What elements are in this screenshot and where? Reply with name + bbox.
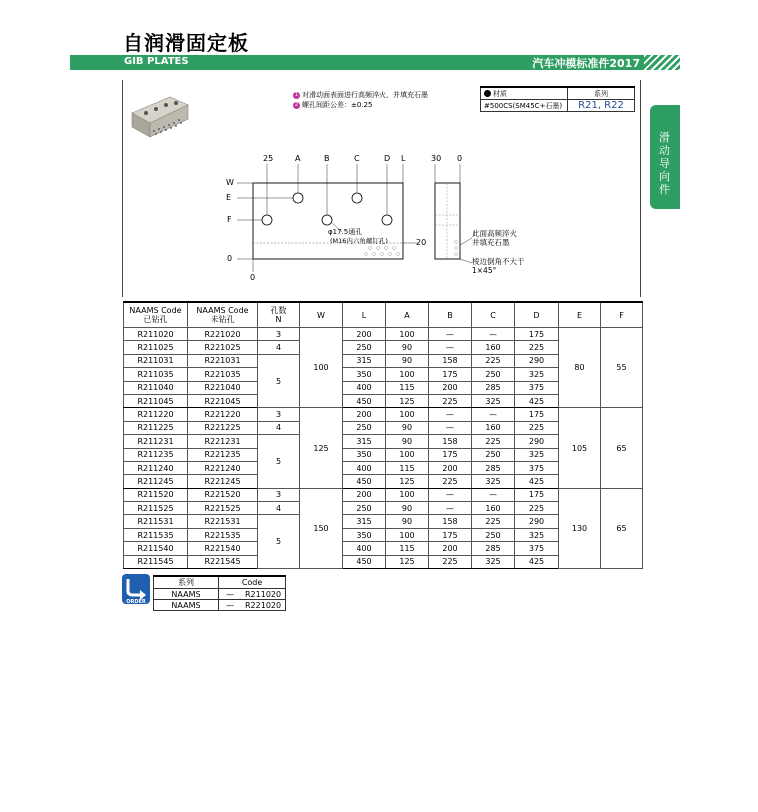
table-cell: 375 xyxy=(515,381,559,394)
table-cell: 160 xyxy=(472,421,515,434)
spec-table xyxy=(123,301,643,569)
table-cell: 3 xyxy=(258,488,300,501)
table-cell: 3 xyxy=(258,408,300,421)
table-cell: 90 xyxy=(386,341,429,354)
table-cell: 225 xyxy=(515,341,559,354)
header-band xyxy=(70,55,680,70)
series-header: 系列 xyxy=(568,87,635,100)
table-cell: 225 xyxy=(429,555,472,568)
table-cell: 315 xyxy=(343,354,386,367)
col-holes: 孔数 N xyxy=(258,302,300,328)
table-cell: 325 xyxy=(472,555,515,568)
col-naams-undrilled: NAAMS Code 未钻孔 xyxy=(188,302,258,328)
table-cell: 160 xyxy=(472,502,515,515)
table-cell: 250 xyxy=(472,368,515,381)
order-icon-label: ORDER xyxy=(126,599,146,604)
table-cell: 105 xyxy=(559,408,601,488)
table-cell: 425 xyxy=(515,555,559,568)
hole-screw-callout: (M16内六角螺钉孔) xyxy=(330,237,388,245)
table-cell: 115 xyxy=(386,381,429,394)
note-marker-icon: 2 xyxy=(294,101,299,108)
table-cell: 200 xyxy=(429,381,472,394)
table-cell: R221045 xyxy=(188,394,258,407)
table-cell: 225 xyxy=(515,502,559,515)
table-cell: R221520 xyxy=(188,488,258,501)
table-cell: R211225 xyxy=(124,421,188,434)
table-cell: 150 xyxy=(300,488,343,568)
table-cell: 450 xyxy=(343,394,386,407)
material-value: #500CS(SM45C+石墨) xyxy=(481,100,568,112)
table-cell: 290 xyxy=(515,435,559,448)
dim-e: E xyxy=(226,193,232,202)
table-cell: — xyxy=(472,328,515,341)
table-row xyxy=(124,408,643,421)
table-cell: R211525 xyxy=(124,502,188,515)
table-cell: 4 xyxy=(258,341,300,354)
side-dim-0: 0 xyxy=(457,154,463,163)
callout-chamfer-size: 1×45° xyxy=(472,266,497,275)
table-cell: 100 xyxy=(386,528,429,541)
table-cell: 65 xyxy=(601,408,643,488)
table-cell: 250 xyxy=(343,502,386,515)
table-cell: R211240 xyxy=(124,461,188,474)
table-cell: — xyxy=(472,488,515,501)
table-cell: — xyxy=(429,408,472,421)
table-cell: 290 xyxy=(515,515,559,528)
col-f: F xyxy=(601,302,643,328)
table-cell: 400 xyxy=(343,381,386,394)
table-cell: 285 xyxy=(472,542,515,555)
material-table xyxy=(480,86,635,112)
table-cell: R221235 xyxy=(188,448,258,461)
table-cell: R221031 xyxy=(188,354,258,367)
table-cell: R211520 xyxy=(124,488,188,501)
table-cell: R221040 xyxy=(188,381,258,394)
table-cell: 315 xyxy=(343,435,386,448)
order-code-header: Code xyxy=(219,576,286,589)
side-dim-30: 30 xyxy=(431,154,442,163)
table-cell: R221025 xyxy=(188,341,258,354)
order-icon xyxy=(122,574,150,604)
table-cell: 4 xyxy=(258,502,300,515)
table-cell: R211235 xyxy=(124,448,188,461)
table-cell: 450 xyxy=(343,555,386,568)
table-cell: R221245 xyxy=(188,475,258,488)
table-cell: 100 xyxy=(386,448,429,461)
table-cell: R221545 xyxy=(188,555,258,568)
note-item xyxy=(293,90,428,100)
hole-callout: φ17.5通孔 xyxy=(328,228,363,236)
dim-w: W xyxy=(226,178,234,187)
table-cell: R221220 xyxy=(188,408,258,421)
callout-graphite: 并填充石墨 xyxy=(472,238,510,247)
dim-c: C xyxy=(354,154,360,163)
table-cell: 290 xyxy=(515,354,559,367)
band-english-title: GIB PLATES xyxy=(124,56,189,67)
table-cell: R221535 xyxy=(188,528,258,541)
col-d: D xyxy=(515,302,559,328)
table-cell: R211031 xyxy=(124,354,188,367)
product-notes xyxy=(293,90,428,110)
table-cell: — xyxy=(429,328,472,341)
dim-b: B xyxy=(324,154,330,163)
table-cell: 5 xyxy=(258,354,300,408)
table-cell: 325 xyxy=(472,475,515,488)
product-photo-icon xyxy=(130,93,190,141)
table-cell: R221020 xyxy=(188,328,258,341)
table-cell: 200 xyxy=(343,328,386,341)
table-cell: R211035 xyxy=(124,368,188,381)
table-cell: 250 xyxy=(343,341,386,354)
table-cell: 200 xyxy=(429,461,472,474)
marker-icon xyxy=(484,90,491,97)
table-cell: 350 xyxy=(343,528,386,541)
callout-chamfer: 棱边倒角不大于 xyxy=(472,257,525,266)
table-cell: 65 xyxy=(601,488,643,568)
note-text: 对滑动面表面进行高频淬火，并填充石墨 xyxy=(302,91,428,99)
note-text: 螺孔间距公差：±0.25 xyxy=(302,101,373,109)
table-cell: 115 xyxy=(386,461,429,474)
table-cell: 175 xyxy=(515,328,559,341)
table-cell: R221035 xyxy=(188,368,258,381)
table-cell: R211535 xyxy=(124,528,188,541)
table-cell: 130 xyxy=(559,488,601,568)
table-cell: 100 xyxy=(386,408,429,421)
order-row: NAAMS — R221020 xyxy=(154,600,286,611)
table-cell: 375 xyxy=(515,542,559,555)
table-cell: — xyxy=(429,341,472,354)
table-cell: 125 xyxy=(386,394,429,407)
order-series-header: 系列 xyxy=(154,576,219,589)
table-cell: 175 xyxy=(429,448,472,461)
note-item xyxy=(293,100,428,110)
table-cell: 250 xyxy=(472,528,515,541)
dim-f: F xyxy=(227,215,232,224)
material-header: 材质 xyxy=(493,89,507,98)
table-cell: 90 xyxy=(386,502,429,515)
table-cell: 55 xyxy=(601,328,643,408)
band-hatch-decoration xyxy=(644,55,680,70)
table-cell: 350 xyxy=(343,368,386,381)
table-cell: 160 xyxy=(472,341,515,354)
table-cell: 285 xyxy=(472,461,515,474)
table-cell: 100 xyxy=(300,328,343,408)
table-cell: 225 xyxy=(429,394,472,407)
side-category-tab[interactable] xyxy=(650,105,680,209)
table-cell: 200 xyxy=(343,408,386,421)
table-cell: 325 xyxy=(515,528,559,541)
table-cell: 90 xyxy=(386,421,429,434)
table-cell: R211045 xyxy=(124,394,188,407)
col-b: B xyxy=(429,302,472,328)
table-cell: 350 xyxy=(343,448,386,461)
table-row xyxy=(124,328,643,341)
table-cell: 158 xyxy=(429,354,472,367)
table-cell: R221540 xyxy=(188,542,258,555)
callout-hardened: 此面高频淬火 xyxy=(472,229,517,238)
table-cell: R211220 xyxy=(124,408,188,421)
table-cell: 175 xyxy=(515,488,559,501)
table-cell: 315 xyxy=(343,515,386,528)
table-cell: R211245 xyxy=(124,475,188,488)
col-c: C xyxy=(472,302,515,328)
table-cell: 285 xyxy=(472,381,515,394)
dim-zero-left: 0 xyxy=(227,254,233,263)
table-cell: 375 xyxy=(515,461,559,474)
col-naams-drilled: NAAMS Code 已钻孔 xyxy=(124,302,188,328)
table-cell: 425 xyxy=(515,394,559,407)
table-cell: 100 xyxy=(386,368,429,381)
order-row: NAAMS — R211020 xyxy=(154,589,286,600)
table-cell: R211531 xyxy=(124,515,188,528)
table-cell: R211231 xyxy=(124,435,188,448)
table-cell: 225 xyxy=(472,354,515,367)
table-cell: R221240 xyxy=(188,461,258,474)
col-w: W xyxy=(300,302,343,328)
page-title: 自润滑固定板 xyxy=(123,31,249,55)
spec-table-body xyxy=(124,328,643,569)
table-cell: — xyxy=(429,502,472,515)
col-l: L xyxy=(343,302,386,328)
table-cell: — xyxy=(429,488,472,501)
col-e: E xyxy=(559,302,601,328)
table-cell: 125 xyxy=(300,408,343,488)
table-cell: R211540 xyxy=(124,542,188,555)
table-cell: 225 xyxy=(515,421,559,434)
dim-d: D xyxy=(384,154,391,163)
table-cell: 4 xyxy=(258,421,300,434)
table-cell: 158 xyxy=(429,435,472,448)
table-cell: R211040 xyxy=(124,381,188,394)
table-cell: 400 xyxy=(343,542,386,555)
dim-20: 20 xyxy=(416,238,427,247)
dim-a: A xyxy=(295,154,301,163)
table-cell: 225 xyxy=(472,515,515,528)
table-cell: 200 xyxy=(429,542,472,555)
series-value: R21, R22 xyxy=(568,100,635,112)
table-cell: 80 xyxy=(559,328,601,408)
table-cell: 175 xyxy=(515,408,559,421)
table-cell: 225 xyxy=(472,435,515,448)
table-cell: 175 xyxy=(429,528,472,541)
table-cell: R221231 xyxy=(188,435,258,448)
col-a: A xyxy=(386,302,429,328)
band-catalog-title: 汽车冲模标准件2017 xyxy=(532,57,640,70)
table-cell: 90 xyxy=(386,435,429,448)
table-cell: 125 xyxy=(386,555,429,568)
table-cell: 325 xyxy=(515,448,559,461)
note-marker-icon: 1 xyxy=(294,91,299,98)
dim-zero-bottom: 0 xyxy=(250,273,256,282)
table-cell: 5 xyxy=(258,515,300,569)
side-tab-label: 滑动导向件 xyxy=(659,131,670,196)
table-cell: 200 xyxy=(343,488,386,501)
table-cell: 450 xyxy=(343,475,386,488)
table-cell: R211020 xyxy=(124,328,188,341)
table-cell: R211025 xyxy=(124,341,188,354)
table-cell: 3 xyxy=(258,328,300,341)
table-cell: 100 xyxy=(386,328,429,341)
table-cell: 225 xyxy=(429,475,472,488)
table-cell: R221525 xyxy=(188,502,258,515)
table-cell: 90 xyxy=(386,354,429,367)
table-cell: 175 xyxy=(429,368,472,381)
table-cell: 400 xyxy=(343,461,386,474)
table-cell: 115 xyxy=(386,542,429,555)
order-example-table xyxy=(153,575,286,611)
table-cell: — xyxy=(472,408,515,421)
table-cell: 5 xyxy=(258,435,300,489)
table-header-row xyxy=(124,302,643,328)
table-cell: 90 xyxy=(386,515,429,528)
table-cell: 100 xyxy=(386,488,429,501)
dim-l: L xyxy=(401,154,406,163)
table-cell: 158 xyxy=(429,515,472,528)
table-cell: 425 xyxy=(515,475,559,488)
technical-drawing xyxy=(220,150,550,285)
table-cell: R211545 xyxy=(124,555,188,568)
table-cell: — xyxy=(429,421,472,434)
table-row xyxy=(124,488,643,501)
table-cell: 250 xyxy=(343,421,386,434)
table-cell: R221531 xyxy=(188,515,258,528)
dim-25: 25 xyxy=(263,154,274,163)
table-cell: 250 xyxy=(472,448,515,461)
table-cell: 125 xyxy=(386,475,429,488)
table-cell: 325 xyxy=(472,394,515,407)
table-cell: 325 xyxy=(515,368,559,381)
table-cell: R221225 xyxy=(188,421,258,434)
